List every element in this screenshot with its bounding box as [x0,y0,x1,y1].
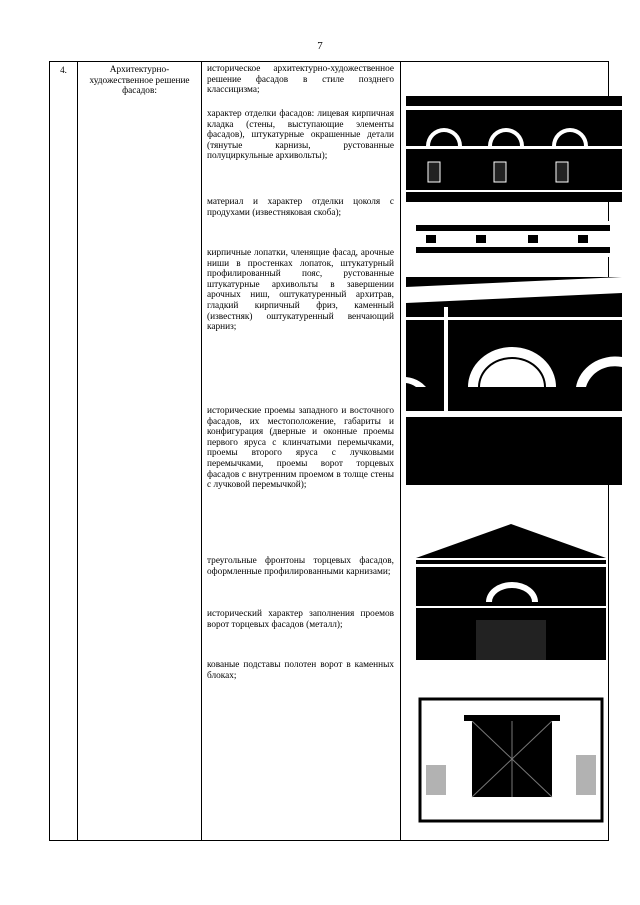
plinth-photo [416,221,610,257]
paragraph-3: материал и характер отделки цоколя с продухами (известняковая скоба); [207,197,394,218]
page-number: 7 [317,40,323,52]
paragraph-5: исторические проемы западного и восточного фасадов, их местоположение, габариты и конфигурация (дверные и оконные проемы первого яруса с клинчатыми перемычками, проемы второго яруса с лучковыми перемычками, проемы ворот торцевых фасадов с внутренним проемом в толще стены с лучковой перемычкой); [207,406,394,491]
metal-gate-photo [416,695,606,825]
paragraph-4: кирпичные лопатки, членящие фасад, арочные ниши в простенках лопаток, штукатурный профилированный пояс, рустованные штукатурные архивольты в завершении арочных ниш, оштукатуренный архитрав, гладкий кирпичный фриз, каменный (известняк) оштукатуренный венчающий карниз; [207,248,394,333]
paragraph-6: треугольные фронтоны торцевых фасадов, оформленные профилированными карнизами; [207,556,394,577]
facade-arches-photo [406,96,622,202]
pediment-facade-photo [416,524,606,660]
photo-cell [401,62,609,841]
heritage-table [49,61,609,841]
row-number: 4. [50,62,78,841]
table-row [50,62,609,841]
row-title: Архитектурно-художественное решение фасадов: [78,62,202,841]
paragraph-7: исторический характер заполнения проемов ворот торцевых фасадов (металл); [207,609,394,630]
cornice-niches-photo [406,277,622,485]
paragraph-8: кованые подставы полотен ворот в каменных блоках; [207,660,394,681]
paragraph-2: характер отделки фасадов: лицевая кирпичная кладка (стены, выступающие элементы фасадов), штукатурные окрашенные детали (тянутые карнизы, рустованные полуциркульные архивольты); [207,109,394,162]
paragraph-1: историческое архитектурно-художественное решение фасадов в стиле позднего классицизма; [207,64,394,96]
description-cell [202,62,401,841]
